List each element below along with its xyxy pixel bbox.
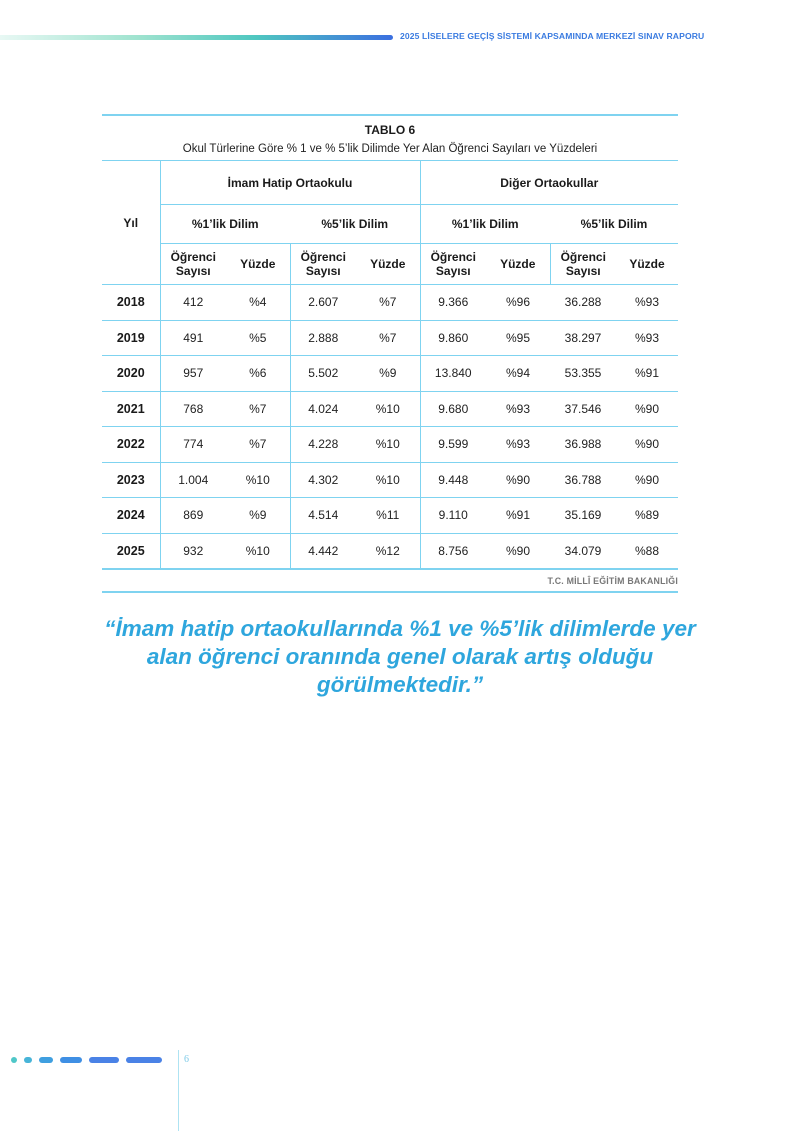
year-cell: 2025 bbox=[102, 533, 160, 568]
cell: %5 bbox=[226, 320, 290, 356]
count-header: Öğrenci Sayısı bbox=[290, 244, 356, 285]
cell: %90 bbox=[616, 391, 678, 427]
group-header-diger: Diğer Ortaokullar bbox=[420, 161, 678, 205]
cell: %7 bbox=[226, 391, 290, 427]
cell: 4.024 bbox=[290, 391, 356, 427]
table-row bbox=[102, 391, 678, 427]
footer-dot bbox=[11, 1057, 17, 1063]
cell: %88 bbox=[616, 533, 678, 568]
page-number: 6 bbox=[184, 1054, 189, 1065]
table-top-rule bbox=[102, 114, 678, 116]
cell: %90 bbox=[616, 427, 678, 463]
percent-header: Yüzde bbox=[356, 244, 420, 285]
count-header: Öğrenci Sayısı bbox=[420, 244, 486, 285]
data-table bbox=[102, 160, 678, 568]
cell: 34.079 bbox=[550, 533, 616, 568]
footer-dot bbox=[24, 1057, 32, 1063]
year-cell: 2022 bbox=[102, 427, 160, 463]
cell: %94 bbox=[486, 356, 550, 392]
percent-header: Yüzde bbox=[486, 244, 550, 285]
footer-dot bbox=[60, 1057, 82, 1063]
cell: %89 bbox=[616, 498, 678, 534]
cell: 4.302 bbox=[290, 462, 356, 498]
slice5-header: %5’lik Dilim bbox=[550, 205, 678, 244]
footer-dot bbox=[39, 1057, 53, 1063]
slice5-header: %5’lik Dilim bbox=[290, 205, 420, 244]
cell: %96 bbox=[486, 285, 550, 321]
cell: %12 bbox=[356, 533, 420, 568]
header-title: 2025 LİSELERE GEÇİŞ SİSTEMİ KAPSAMINDA MERKEZİ SINAV RAPORU bbox=[400, 31, 705, 41]
cell: %4 bbox=[226, 285, 290, 321]
table-row bbox=[102, 427, 678, 463]
cell: %90 bbox=[616, 462, 678, 498]
cell: 932 bbox=[160, 533, 226, 568]
cell: %9 bbox=[226, 498, 290, 534]
table-row bbox=[102, 498, 678, 534]
highlight-quote: “İmam hatip ortaokullarında %1 ve %5’lik dilimlerde yer alan öğrenci oranında genel olarak artış olduğu görülmektedir.” bbox=[104, 616, 696, 697]
cell: %90 bbox=[486, 462, 550, 498]
footer-divider bbox=[178, 1050, 179, 1131]
header-accent-bar bbox=[0, 35, 393, 40]
cell: %7 bbox=[356, 320, 420, 356]
table-row bbox=[102, 320, 678, 356]
cell: 36.988 bbox=[550, 427, 616, 463]
year-cell: 2021 bbox=[102, 391, 160, 427]
cell: %91 bbox=[486, 498, 550, 534]
table-subtitle: Okul Türlerine Göre % 1 ve % 5’lik Dilimde Yer Alan Öğrenci Sayıları ve Yüzdeleri bbox=[182, 143, 598, 155]
table-source: T.C. MİLLÎ EĞİTİM BAKANLIĞI bbox=[547, 576, 678, 586]
cell: 9.110 bbox=[420, 498, 486, 534]
cell: %93 bbox=[486, 391, 550, 427]
cell: 2.888 bbox=[290, 320, 356, 356]
cell: 9.599 bbox=[420, 427, 486, 463]
footer-dots bbox=[11, 1056, 162, 1063]
cell: 5.502 bbox=[290, 356, 356, 392]
cell: 37.546 bbox=[550, 391, 616, 427]
cell: 4.228 bbox=[290, 427, 356, 463]
cell: 2.607 bbox=[290, 285, 356, 321]
count-header: Öğrenci Sayısı bbox=[160, 244, 226, 285]
table-section bbox=[102, 114, 678, 593]
cell: %10 bbox=[356, 462, 420, 498]
cell: %93 bbox=[486, 427, 550, 463]
table-bottom-rule bbox=[102, 568, 678, 570]
slice1-header: %1’lik Dilim bbox=[160, 205, 290, 244]
footer-dot bbox=[126, 1057, 162, 1063]
cell: 774 bbox=[160, 427, 226, 463]
cell: %9 bbox=[356, 356, 420, 392]
cell: 869 bbox=[160, 498, 226, 534]
footer-dot bbox=[89, 1057, 119, 1063]
cell: %7 bbox=[356, 285, 420, 321]
cell: 4.442 bbox=[290, 533, 356, 568]
cell: %91 bbox=[616, 356, 678, 392]
cell: 9.680 bbox=[420, 391, 486, 427]
cell: 768 bbox=[160, 391, 226, 427]
year-header: Yıl bbox=[102, 161, 160, 285]
cell: %95 bbox=[486, 320, 550, 356]
year-cell: 2023 bbox=[102, 462, 160, 498]
table-row bbox=[102, 356, 678, 392]
cell: %10 bbox=[356, 391, 420, 427]
cell: 491 bbox=[160, 320, 226, 356]
year-cell: 2018 bbox=[102, 285, 160, 321]
cell: 9.860 bbox=[420, 320, 486, 356]
table-row bbox=[102, 285, 678, 321]
cell: 9.366 bbox=[420, 285, 486, 321]
cell: 412 bbox=[160, 285, 226, 321]
cell: 38.297 bbox=[550, 320, 616, 356]
cell: %90 bbox=[486, 533, 550, 568]
cell: %10 bbox=[356, 427, 420, 463]
cell: 35.169 bbox=[550, 498, 616, 534]
table-title: TABLO 6 bbox=[364, 123, 416, 137]
cell: 9.448 bbox=[420, 462, 486, 498]
count-header: Öğrenci Sayısı bbox=[550, 244, 616, 285]
cell: 36.288 bbox=[550, 285, 616, 321]
source-rule bbox=[102, 591, 678, 593]
cell: 13.840 bbox=[420, 356, 486, 392]
year-cell: 2020 bbox=[102, 356, 160, 392]
cell: %93 bbox=[616, 285, 678, 321]
cell: 36.788 bbox=[550, 462, 616, 498]
year-cell: 2019 bbox=[102, 320, 160, 356]
table-row bbox=[102, 533, 678, 568]
cell: 53.355 bbox=[550, 356, 616, 392]
slice1-header: %1’lik Dilim bbox=[420, 205, 550, 244]
year-cell: 2024 bbox=[102, 498, 160, 534]
cell: %10 bbox=[226, 462, 290, 498]
cell: %10 bbox=[226, 533, 290, 568]
cell: 4.514 bbox=[290, 498, 356, 534]
cell: 957 bbox=[160, 356, 226, 392]
cell: %11 bbox=[356, 498, 420, 534]
table-row bbox=[102, 462, 678, 498]
percent-header: Yüzde bbox=[616, 244, 678, 285]
cell: %6 bbox=[226, 356, 290, 392]
cell: %7 bbox=[226, 427, 290, 463]
cell: 8.756 bbox=[420, 533, 486, 568]
group-header-imam-hatip: İmam Hatip Ortaokulu bbox=[160, 161, 420, 205]
cell: 1.004 bbox=[160, 462, 226, 498]
cell: %93 bbox=[616, 320, 678, 356]
percent-header: Yüzde bbox=[226, 244, 290, 285]
